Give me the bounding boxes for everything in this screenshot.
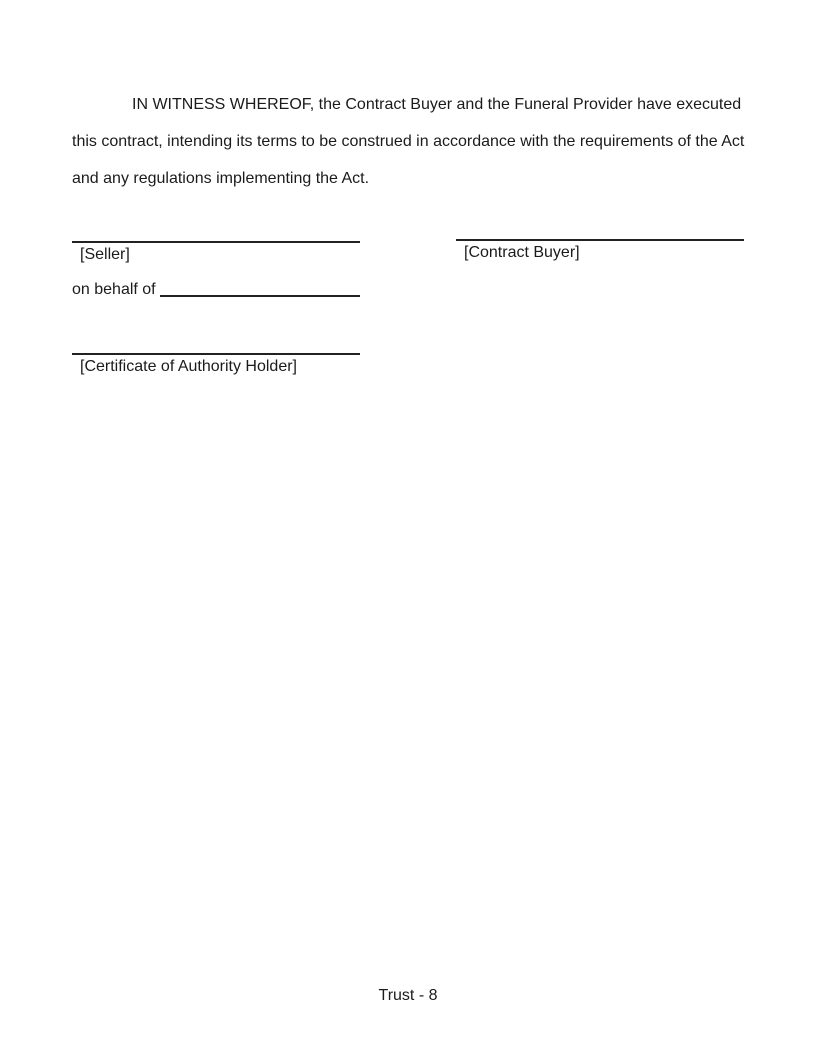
certificate-holder-signature-unit	[72, 353, 360, 377]
witness-whereof-paragraph: IN WITNESS WHEREOF, the Contract Buyer and the Funeral Provider have executed this contract, intending its terms to be construed in accordance with the requirements of the Act and any regulations implementing the Act.	[72, 96, 745, 187]
certificate-holder-label: [Certificate of Authority Holder]	[80, 358, 297, 375]
seller-label: [Seller]	[80, 246, 130, 263]
contract-buyer-signature-line	[456, 239, 744, 241]
page-footer-label: Trust - 8	[378, 987, 438, 1004]
seller-signature-line	[72, 241, 360, 243]
on-behalf-of-label: on behalf of	[72, 281, 156, 298]
seller-signature-unit	[72, 241, 360, 265]
on-behalf-of-row	[72, 280, 360, 300]
on-behalf-of-blank-line	[160, 280, 360, 297]
contract-buyer-signature-unit	[456, 239, 744, 263]
certificate-holder-signature-line	[72, 353, 360, 355]
contract-buyer-label: [Contract Buyer]	[464, 244, 580, 261]
